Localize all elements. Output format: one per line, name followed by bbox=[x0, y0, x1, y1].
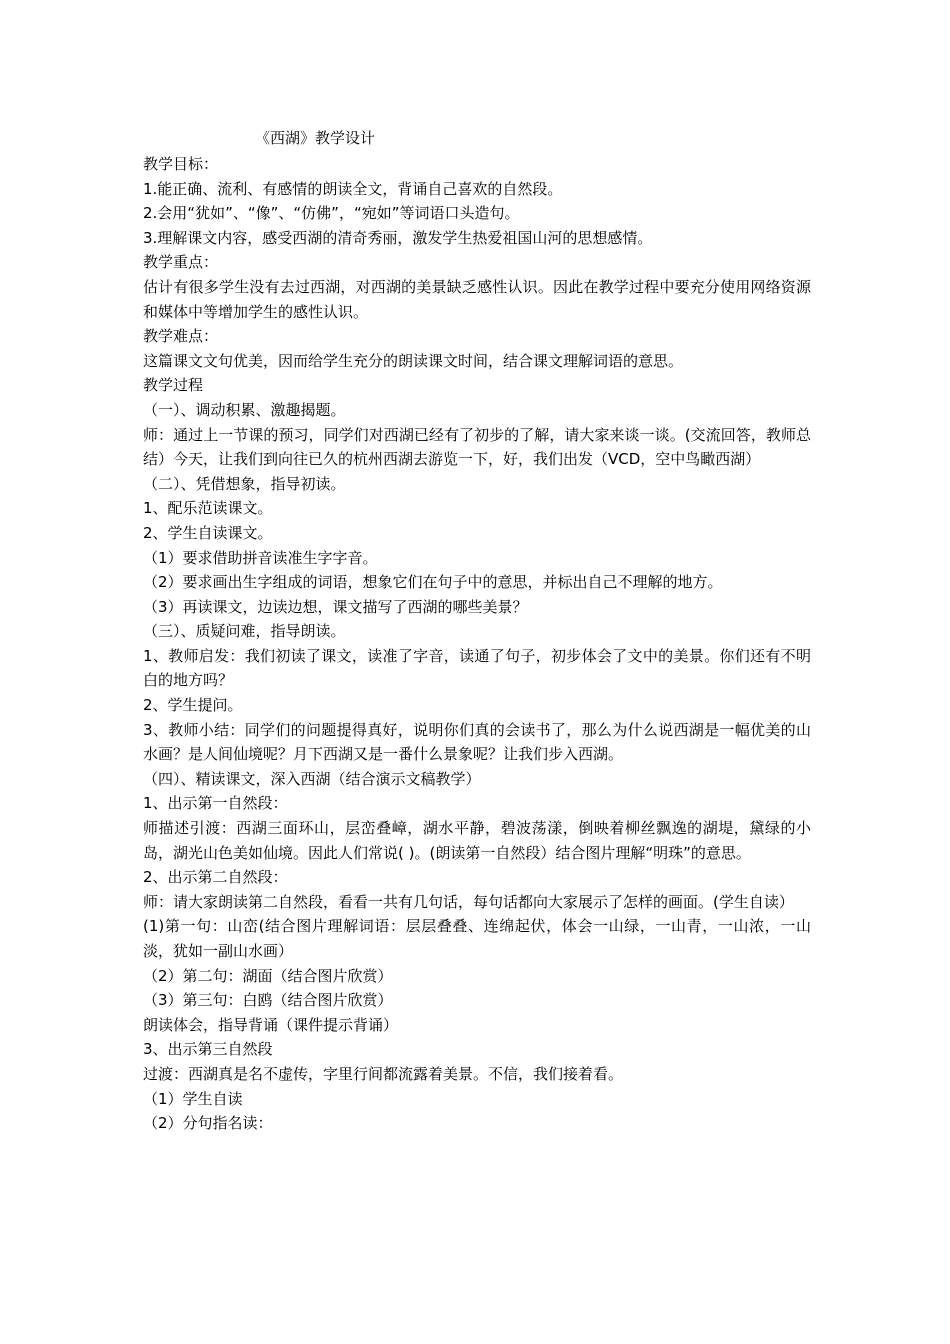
document-body bbox=[143, 152, 811, 1136]
step-3-item-1: 1、教师启发：我们初读了课文，读准了字音，读通了句子，初步体会了文中的美景。你们还有不明白的地方吗？ bbox=[143, 646, 811, 690]
step-4-item-2-text: 师：请大家朗读第二自然段，看看一共有几句话，每句话都向大家展示了怎样的画面。(学生自读） bbox=[143, 892, 794, 911]
document-title: 《西湖》教学设计 bbox=[255, 129, 376, 147]
step-2-sub-1: （1）要求借助拼音读准生字字音。 bbox=[143, 548, 378, 567]
objective-2: 2.会用“犹如”、“像”、“仿佛”，“宛如”等词语口头造句。 bbox=[143, 204, 520, 223]
key-points-text: 估计有很多学生没有去过西湖，对西湖的美景缺乏感性认识。因此在教学过程中要充分使用网络资源和媒体中等增加学生的感性认识。 bbox=[143, 277, 811, 321]
step-2-sub-3: （3）再读课文，边读边想，课文描写了西湖的哪些美景？ bbox=[143, 597, 528, 616]
heading-difficulties: 教学难点： bbox=[143, 327, 219, 346]
step-4-item-3-transition: 过渡：西湖真是名不虚传，字里行间都流露着美景。不信，我们接着看。 bbox=[143, 1064, 624, 1083]
objective-1: 1.能正确、流利、有感情的朗读全文，背诵自己喜欢的自然段。 bbox=[143, 179, 563, 198]
difficulties-text: 这篇课文文句优美，因而给学生充分的朗读课文时间，结合课文理解词语的意思。 bbox=[143, 351, 684, 370]
step-4-item-2-sub-1: (1)第一句：山峦(结合图片理解词语：层层叠叠、连绵起伏，体会一山绿，一山青，一山浓，一山淡，犹如一副山水画） bbox=[143, 917, 811, 960]
objective-3: 3.理解课文内容，感受西湖的清奇秀丽，激发学生热爱祖国山河的思想感情。 bbox=[143, 228, 653, 247]
step-4-item-1: 1、出示第一自然段： bbox=[143, 794, 288, 813]
step-3-item-2: 2、学生提问。 bbox=[143, 696, 243, 715]
step-4-item-2-recite: 朗读体会，指导背诵（课件提示背诵） bbox=[143, 1015, 399, 1034]
heading-process: 教学过程 bbox=[143, 376, 204, 395]
step-2-sub-2: （2）要求画出生字组成的词语，想象它们在句子中的意思，并标出自己不理解的地方。 bbox=[143, 573, 723, 592]
step-4-item-3-sub-2: （2）分句指名读： bbox=[143, 1114, 273, 1133]
step-4-item-2: 2、出示第二自然段： bbox=[143, 868, 288, 887]
step-2-item-1: 1、配乐范读课文。 bbox=[143, 499, 273, 518]
step-3-item-3: 3、教师小结：同学们的问题提得真好，说明你们真的会读书了，那么为什么说西湖是一幅优美的山水画？是人间仙境呢？月下西湖又是一番什么景象呢？让我们步入西湖。 bbox=[143, 720, 811, 764]
step-4-item-3: 3、出示第三自然段 bbox=[143, 1040, 273, 1059]
document-page bbox=[143, 126, 811, 1136]
step-2-item-2: 2、学生自读课文。 bbox=[143, 523, 273, 542]
step-1-text: 师：通过上一节课的预习，同学们对西湖已经有了初步的了解，请大家来谈一谈。(交流回答，教师总结）今天，让我们到向往已久的杭州西湖去游览一下，好，我们出发（VCD，空中鸟瞰西湖） bbox=[143, 425, 811, 469]
step-4-heading: （四）、精读课文，深入西湖（结合演示文稿教学） bbox=[143, 769, 481, 788]
step-3-heading: （三）、质疑问难，指导朗读。 bbox=[143, 622, 346, 641]
step-4-item-2-sub-3: （3）第三句：白鸥（结合图片欣赏） bbox=[143, 991, 393, 1010]
step-1-heading: （一）、调动积累、激趣揭题。 bbox=[143, 400, 346, 419]
step-4-item-2-sub-2: （2）第二句：湖面（结合图片欣赏） bbox=[143, 966, 393, 985]
step-4-item-3-sub-1: （1）学生自读 bbox=[143, 1089, 243, 1108]
step-4-item-1-text: 师描述引渡：西湖三面环山，层峦叠嶂，湖水平静，碧波荡漾，倒映着柳丝飘逸的湖堤，黛绿的小岛，湖光山色美如仙境。因此人们常说( )。(朗读第一自然段）结合图片理解“明珠”的意思。 bbox=[143, 819, 811, 862]
heading-objectives: 教学目标： bbox=[143, 155, 219, 173]
step-2-heading: （二）、凭借想象，指导初读。 bbox=[143, 474, 346, 493]
heading-key-points: 教学重点： bbox=[143, 253, 219, 272]
